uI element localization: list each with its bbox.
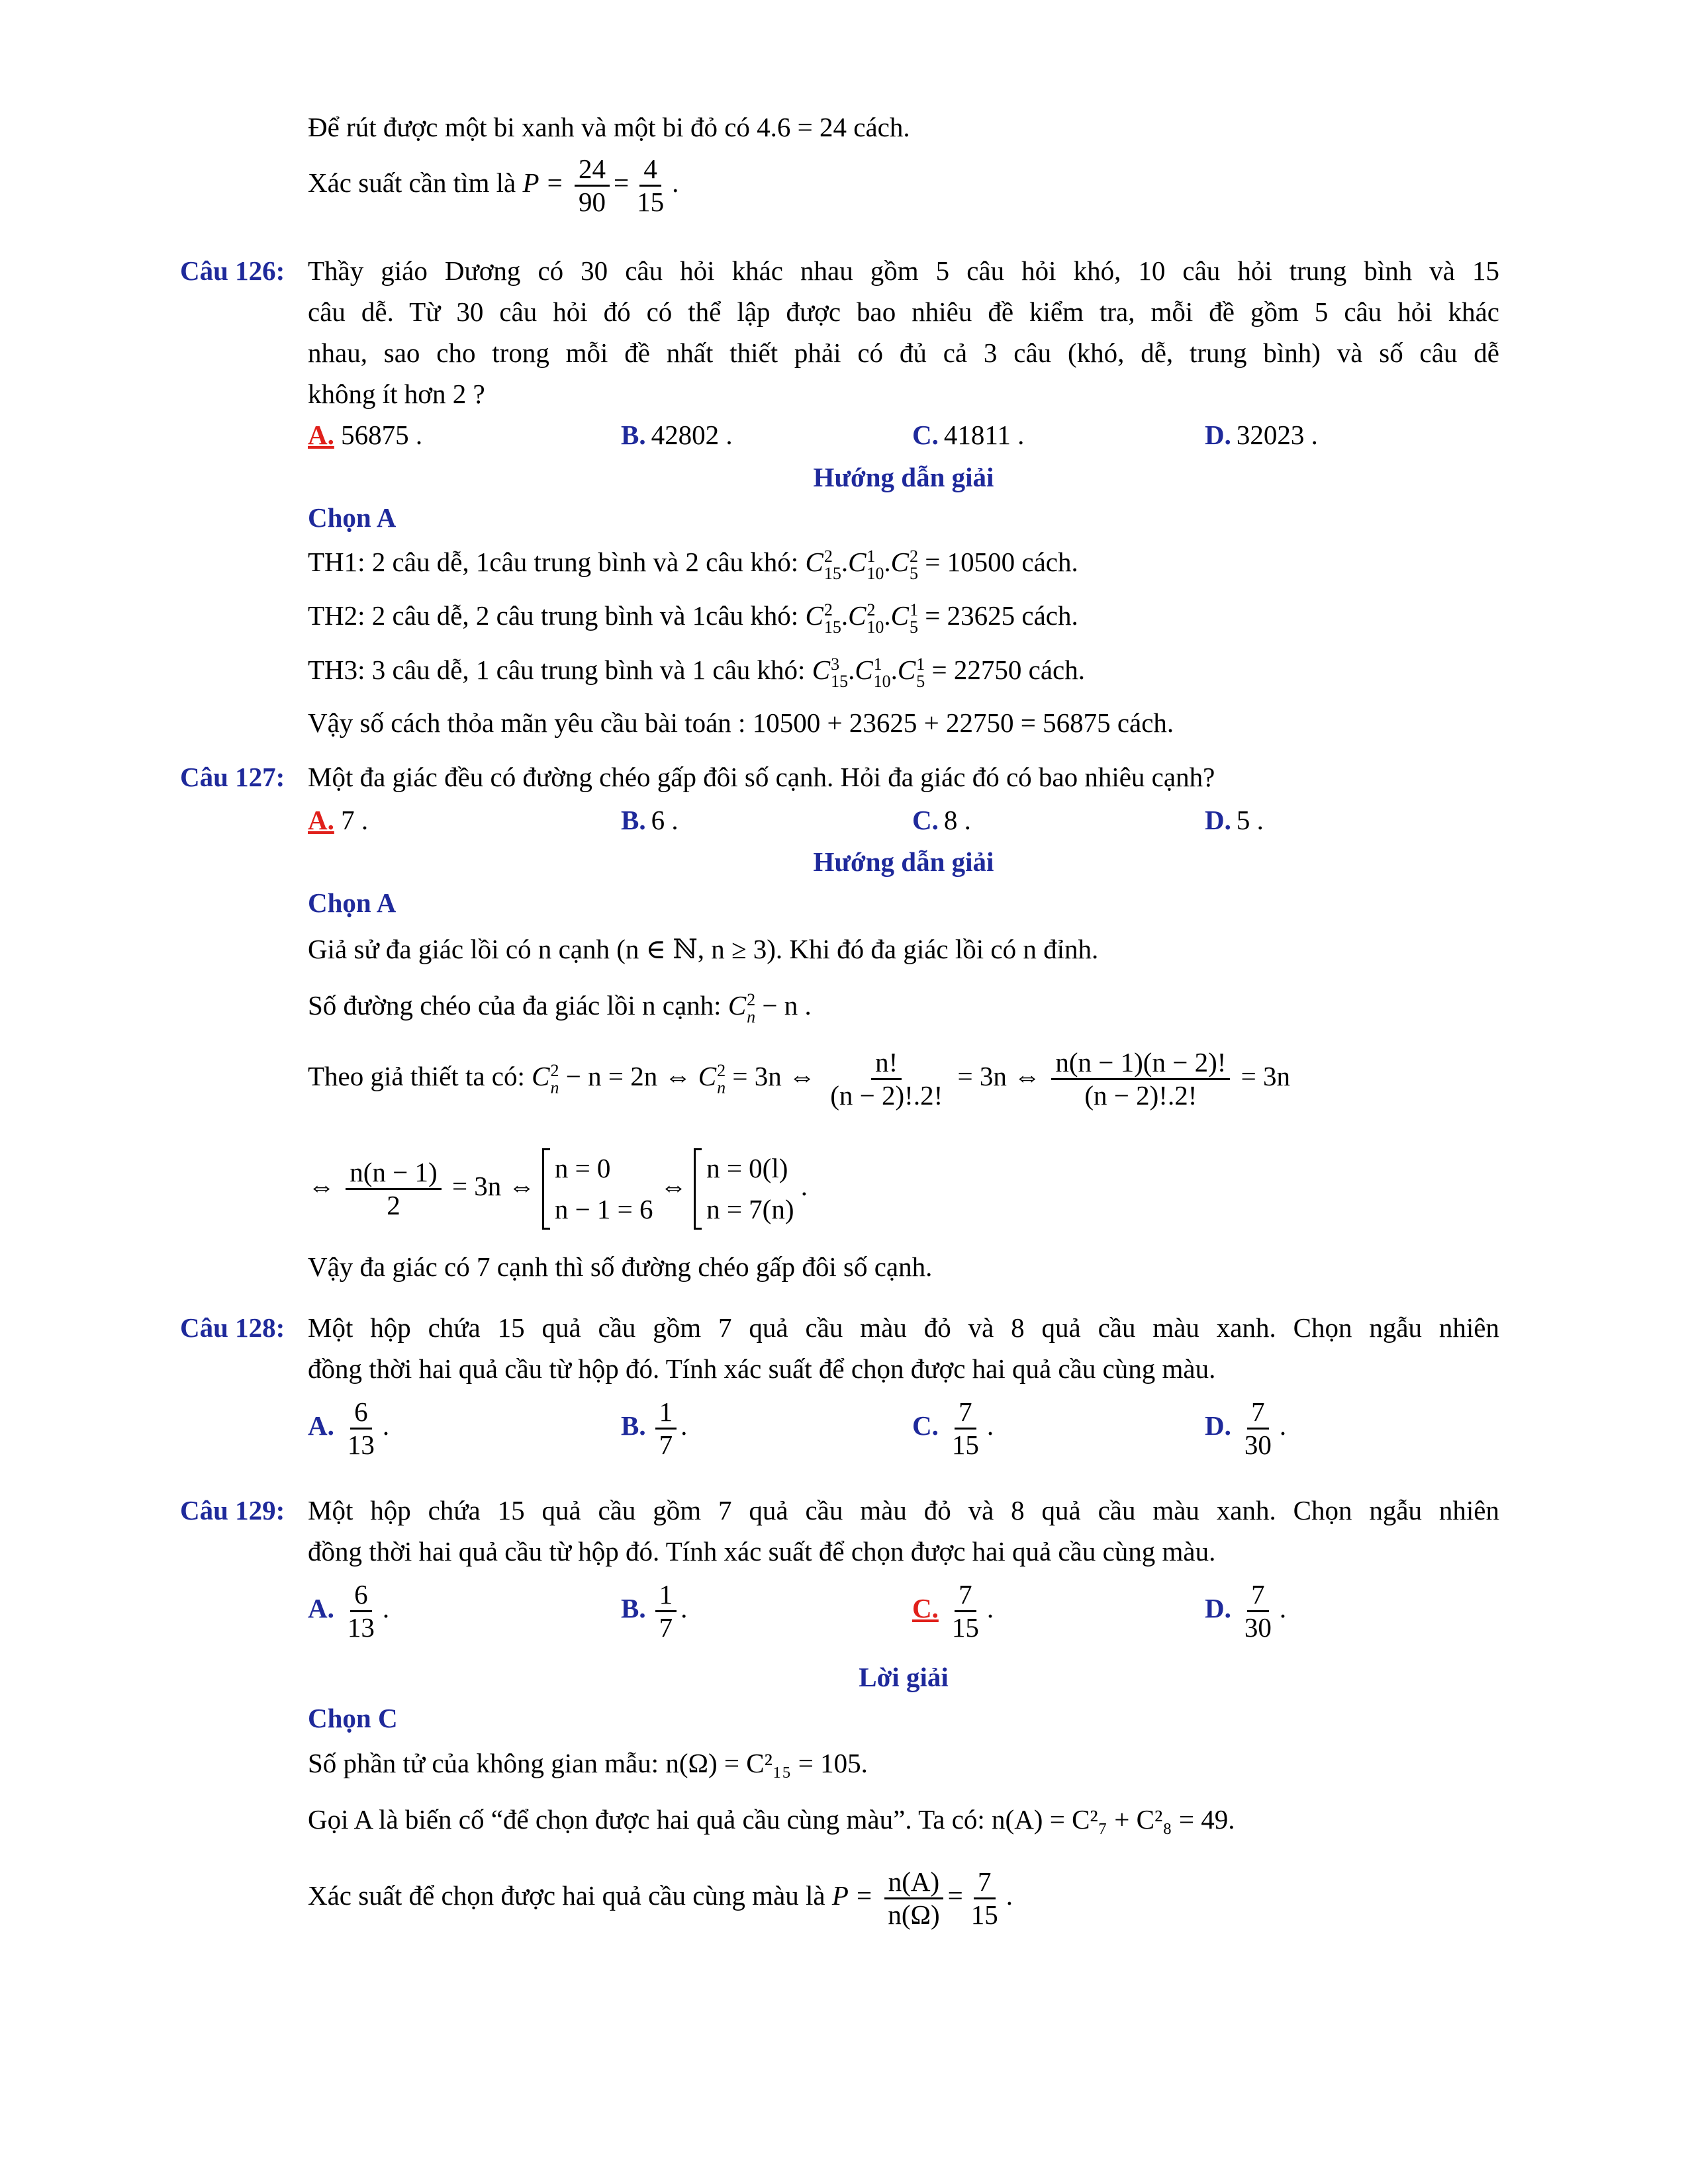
step-math: = 3n ⇔ (451, 1170, 536, 1201)
case-text: TH2: 2 câu dễ, 2 câu trung bình và 1câu khó: (308, 600, 799, 631)
denominator: 2 (387, 1190, 400, 1220)
numerator: 6 (350, 1579, 372, 1612)
option-value: 6 . (651, 805, 679, 835)
q127-step-4 (308, 1148, 808, 1230)
denominator: 15 (951, 1612, 979, 1643)
fraction (346, 1157, 441, 1221)
option-letter: D. (1205, 420, 1231, 450)
numerator: n(n − 1) (346, 1157, 441, 1190)
step-text: Số đường chéo của đa giác lồi n cạnh: (308, 990, 722, 1021)
option-value: 32023 . (1236, 420, 1318, 450)
numerator: n(A) (884, 1866, 943, 1899)
fraction (575, 154, 610, 218)
option-letter: B. (621, 805, 646, 835)
q127-step-3: Theo giả thiết ta có: C 2 n − n = 2n ⇔ C 2 n = 3n ⇔ $\frac{n!}{(n - 2)!.2!}$ = 3n ⇔ $\frac{n(n - 1)(n - 2)!}{(n - 2)!.2!}$ = 3n (308, 1047, 1290, 1111)
step-math: ⇔ (659, 1170, 687, 1201)
q128-option-a[interactable]: A. $\frac{6}{13}$ . (308, 1396, 390, 1461)
q128-option-b[interactable]: B. $\frac{1}{7}$ . (621, 1396, 688, 1461)
q126-case-1: TH1: 2 câu dễ, 1câu trung bình và 2 câu khó: C 2 15 .C 1 10 .C 2 5 = 10500 cách. (308, 546, 1078, 583)
q126-choice: Chọn A (308, 502, 397, 533)
case-line: n = 0 (554, 1153, 611, 1183)
q128-option-d[interactable]: D. $\frac{7}{30}$ . (1205, 1396, 1287, 1461)
option-letter: C. (912, 1410, 939, 1441)
fraction (633, 154, 668, 218)
option-letter: A. (308, 1410, 334, 1441)
option-value: 7 . (341, 805, 369, 835)
denominator: 13 (347, 1430, 375, 1461)
q128-text-1: Một hộp chứa 15 quả cầu gồm 7 quả cầu màu đỏ và 8 quả cầu màu xanh. Chọn ngẫu nhiên (308, 1312, 1499, 1343)
numerator: 1 (655, 1579, 677, 1612)
numerator: 7 (955, 1396, 976, 1430)
case-bracket (694, 1148, 794, 1230)
intro-line-1: Để rút được một bi xanh và một bi đỏ có 4.6 = 24 cách. (308, 112, 910, 142)
step-math: . (800, 1170, 808, 1201)
q126-text-3: nhau, sao cho trong mỗi đề nhất thiết phải có đủ cả 3 câu (khó, dễ, trung bình) và số câu dễ (308, 338, 1499, 368)
q129-text-2: đồng thời hai quả cầu từ hộp đó. Tính xác suất để chọn được hai quả cầu cùng màu. (308, 1536, 1216, 1567)
option-letter: D. (1205, 1593, 1231, 1624)
numerator: n(n − 1)(n − 2)! (1051, 1047, 1230, 1080)
step-text: Theo giả thiết ta có: (308, 1061, 525, 1092)
q127-option-c[interactable] (912, 804, 971, 836)
case-line: n − 1 = 6 (554, 1193, 653, 1224)
intro-line-2: Xác suất cần tìm là P = $\frac{24}{90}$ = $\frac{4}{15}$ . (308, 154, 679, 218)
case-text: TH1: 2 câu dễ, 1câu trung bình và 2 câu khó: (308, 547, 799, 577)
case-text: TH3: 3 câu dễ, 1 câu trung bình và 1 câu khó: (308, 655, 806, 685)
option-value: 8 . (943, 805, 971, 835)
denominator: 7 (659, 1612, 673, 1643)
question-label: Câu 126: (180, 255, 285, 286)
option-letter: C. (912, 1593, 939, 1624)
fraction (884, 1866, 943, 1931)
q126-case-3: TH3: 3 câu dễ, 1 câu trung bình và 1 câu khó: C 3 15 .C 1 10 .C 1 5 = 22750 cách. (308, 654, 1085, 691)
q126-option-c[interactable] (912, 419, 1024, 451)
fraction (1241, 1579, 1276, 1643)
fraction (655, 1396, 677, 1461)
numerator: 24 (575, 154, 610, 187)
q127-option-b[interactable] (621, 804, 679, 836)
q126-case-2: TH2: 2 câu dễ, 2 câu trung bình và 1câu khó: C 2 15 .C 2 10 .C 1 5 = 23625 cách. (308, 600, 1078, 637)
denominator: 7 (659, 1430, 673, 1461)
q128-label (180, 1312, 285, 1344)
q127-label (180, 761, 285, 794)
numerator: 7 (1247, 1579, 1269, 1612)
q129-label (180, 1494, 285, 1527)
q126-label (180, 255, 285, 287)
denominator: 15 (970, 1899, 998, 1931)
step-math: = 3n ⇔ (732, 1061, 816, 1092)
denominator: 13 (347, 1612, 375, 1643)
numerator: 7 (1247, 1396, 1269, 1430)
step-math: − n . (762, 990, 812, 1021)
q126-total: Vậy số cách thỏa mãn yêu cầu bài toán : 10500 + 23625 + 22750 = 56875 cách. (308, 707, 1174, 738)
q129-option-c[interactable]: C. $\frac{7}{15}$ . (912, 1579, 994, 1643)
question-label: Câu 129: (180, 1495, 285, 1525)
q129-choice: Chọn C (308, 1703, 398, 1733)
q127-option-d[interactable] (1205, 804, 1264, 836)
option-letter: B. (621, 1410, 646, 1441)
q127-step-2: Số đường chéo của đa giác lồi n cạnh: C 2 n − n . (308, 989, 812, 1026)
step-math: P = (831, 1880, 874, 1911)
question-label: Câu 128: (180, 1312, 285, 1343)
fraction (948, 1579, 983, 1643)
option-value: 56875 . (341, 420, 423, 450)
step-math: ⇔ (308, 1170, 335, 1201)
case-result: = 23625 cách. (925, 600, 1078, 631)
intro-line-2-lhs: P = (522, 167, 564, 199)
q128-text-2: đồng thời hai quả cầu từ hộp đó. Tính xác suất để chọn được hai quả cầu cùng màu. (308, 1353, 1216, 1384)
case-result: = 10500 cách. (925, 547, 1078, 577)
q129-solution-heading: Lời giải (859, 1662, 949, 1692)
q129-text-1: Một hộp chứa 15 quả cầu gồm 7 quả cầu màu đỏ và 8 quả cầu màu xanh. Chọn ngẫu nhiên (308, 1495, 1499, 1525)
fraction (655, 1579, 677, 1643)
denominator: 30 (1244, 1430, 1272, 1461)
fraction (1241, 1396, 1276, 1461)
option-letter: C. (912, 420, 939, 450)
q126-option-a[interactable] (308, 419, 422, 451)
q126-text-1: Thầy giáo Dương có 30 câu hỏi khác nhau gồm 5 câu hỏi khó, 10 câu hỏi trung bình và 15 (308, 255, 1499, 286)
option-letter: A. (308, 1593, 334, 1624)
case-result: = 22750 cách. (931, 655, 1085, 685)
fraction (344, 1579, 379, 1643)
denominator: 15 (951, 1430, 979, 1461)
q126-text-2: câu dễ. Từ 30 câu hỏi đó có thể lập được bao nhiêu đề kiểm tra, mỗi đề gồm 5 câu hỏi khác (308, 296, 1499, 327)
option-letter: B. (621, 420, 646, 450)
step-math: = 3n (1241, 1061, 1290, 1092)
case-bracket (542, 1148, 653, 1230)
q127-text: Một đa giác đều có đường chéo gấp đôi số cạnh. Hỏi đa giác đó có bao nhiêu cạnh? (308, 762, 1215, 792)
numerator: 7 (955, 1579, 976, 1612)
q129-option-b[interactable]: B. $\frac{1}{7}$ . (621, 1579, 688, 1643)
denominator: (n − 2)!.2! (1084, 1080, 1197, 1111)
step-math: = 3n ⇔ (957, 1061, 1041, 1092)
q127-conclusion: Vậy đa giác có 7 cạnh thì số đường chéo gấp đôi số cạnh. (308, 1251, 933, 1282)
denominator: n(Ω) (888, 1899, 940, 1931)
q126-option-b[interactable] (621, 419, 733, 451)
option-value: 41811 . (943, 420, 1025, 450)
step-math: − n = 2n ⇔ (565, 1061, 692, 1092)
question-label: Câu 127: (180, 762, 285, 792)
q127-option-a[interactable] (308, 804, 368, 836)
option-letter: D. (1205, 805, 1231, 835)
step-text: Xác suất để chọn được hai quả cầu cùng màu là (308, 1880, 825, 1911)
option-value: 5 . (1236, 805, 1264, 835)
numerator: 4 (639, 154, 661, 187)
numerator: n! (871, 1047, 902, 1080)
denominator: 90 (578, 187, 606, 218)
option-letter: C. (912, 805, 939, 835)
denominator: 15 (637, 187, 665, 218)
q127-choice: Chọn A (308, 887, 397, 918)
q129-step-1: Số phần tử của không gian mẫu: n(Ω) = C²₁₅ = 105. (308, 1748, 868, 1778)
option-letter: B. (621, 1593, 646, 1624)
option-value: 42802 . (651, 420, 733, 450)
option-letter: A. (308, 420, 334, 450)
numerator: 1 (655, 1396, 677, 1430)
fraction (826, 1047, 947, 1111)
numerator: 7 (974, 1866, 996, 1899)
fraction (344, 1396, 379, 1461)
q128-option-c[interactable]: C. $\frac{7}{15}$ . (912, 1396, 994, 1461)
q129-option-a[interactable]: A. $\frac{6}{13}$ . (308, 1579, 390, 1643)
denominator: (n − 2)!.2! (830, 1080, 943, 1111)
numerator: 6 (350, 1396, 372, 1430)
fraction (948, 1396, 983, 1461)
option-letter: A. (308, 805, 334, 835)
q126-text-4: không ít hơn 2 ? (308, 379, 485, 409)
q129-step-2: Gọi A là biến cố “để chọn được hai quả cầu cùng màu”. Ta có: n(A) = C²₇ + C²₈ = 49. (308, 1804, 1235, 1835)
case-line: n = 7(n) (706, 1193, 794, 1224)
q129-step-3: Xác suất để chọn được hai quả cầu cùng màu là P = $\frac{n(A)}{n(\Omega)}$ = $\frac{7}{15}$ . (308, 1866, 1013, 1931)
denominator: 30 (1244, 1612, 1272, 1643)
option-letter: D. (1205, 1410, 1231, 1441)
q127-step-1: Giả sử đa giác lồi có n cạnh (n ∈ ℕ, n ≥ 3). Khi đó đa giác lồi có n đỉnh. (308, 934, 1099, 964)
fraction (1051, 1047, 1230, 1111)
case-line: n = 0(l) (706, 1153, 788, 1183)
intro-line-2-text: Xác suất cần tìm là (308, 167, 516, 199)
q126-option-d[interactable] (1205, 419, 1318, 451)
fraction (967, 1866, 1002, 1931)
q129-option-d[interactable]: D. $\frac{7}{30}$ . (1205, 1579, 1287, 1643)
q126-guide-heading: Hướng dẫn giải (813, 462, 994, 492)
q127-guide-heading: Hướng dẫn giải (813, 846, 994, 877)
